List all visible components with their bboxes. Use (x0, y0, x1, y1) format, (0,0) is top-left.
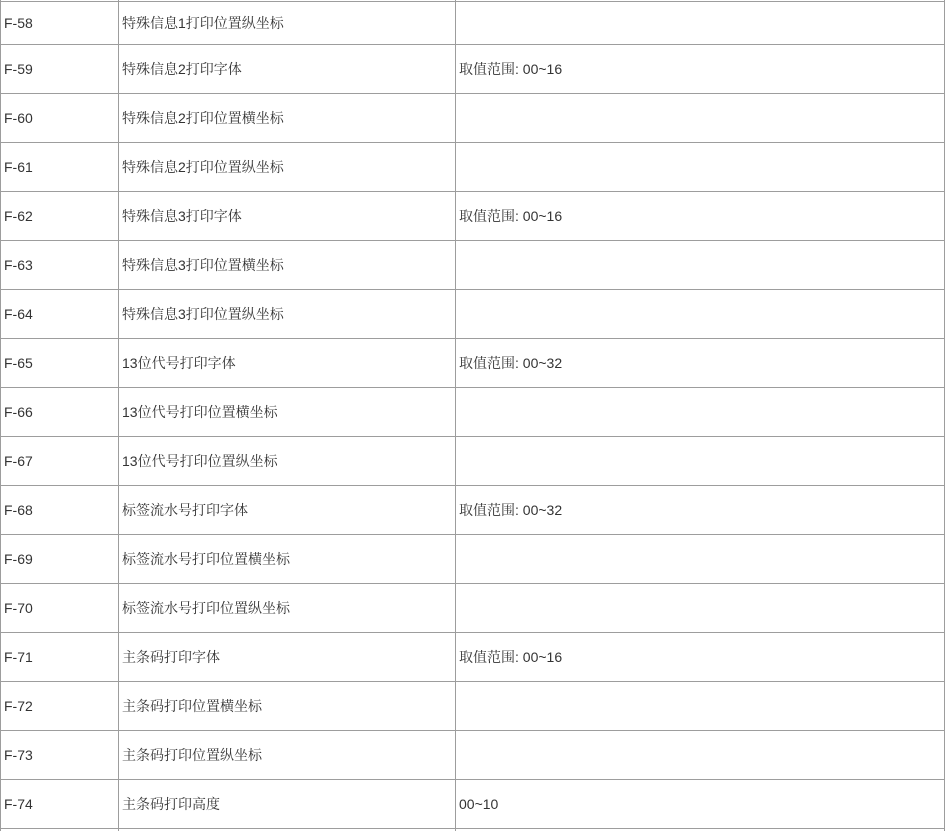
param-code-cell: F-62 (1, 192, 119, 241)
param-range-cell (456, 535, 945, 584)
param-description-cell: 特殊信息2打印字体 (119, 45, 456, 94)
param-range-cell (456, 241, 945, 290)
param-description-cell: 特殊信息3打印位置横坐标 (119, 241, 456, 290)
param-code-cell: F-66 (1, 388, 119, 437)
parameter-table-body (1, 0, 945, 831)
table-row (1, 486, 945, 535)
param-code-cell: F-59 (1, 45, 119, 94)
param-range-cell (456, 2, 945, 45)
param-description-cell: 特殊信息2打印位置纵坐标 (119, 143, 456, 192)
param-range-cell (456, 388, 945, 437)
param-description-cell: 标签流水号打印位置横坐标 (119, 535, 456, 584)
table-row (1, 535, 945, 584)
table-row (1, 94, 945, 143)
param-code-cell: F-69 (1, 535, 119, 584)
param-description-cell: 13位代号打印位置纵坐标 (119, 437, 456, 486)
param-range-cell: 00~10 (456, 780, 945, 829)
table-row (1, 192, 945, 241)
param-range-cell (456, 584, 945, 633)
param-range-cell: 取值范围: 00~16 (456, 45, 945, 94)
table-row (1, 437, 945, 486)
table-row (1, 633, 945, 682)
param-range-cell (456, 682, 945, 731)
param-code-cell: F-67 (1, 437, 119, 486)
param-description-cell: 特殊信息3打印位置纵坐标 (119, 290, 456, 339)
param-code-cell: F-68 (1, 486, 119, 535)
table-row (1, 682, 945, 731)
param-description-cell: 标签流水号打印字体 (119, 486, 456, 535)
table-row (1, 339, 945, 388)
param-range-cell (456, 437, 945, 486)
param-code-cell: F-60 (1, 94, 119, 143)
param-description-cell: 主条码打印高度 (119, 780, 456, 829)
param-code-cell: F-70 (1, 584, 119, 633)
param-range-cell (456, 290, 945, 339)
param-code-cell: F-64 (1, 290, 119, 339)
param-range-cell: 取值范围: 00~32 (456, 486, 945, 535)
param-code-cell: F-74 (1, 780, 119, 829)
param-description-cell: 13位代号打印字体 (119, 339, 456, 388)
param-range-cell: 取值范围: 00~32 (456, 339, 945, 388)
param-code-cell: F-58 (1, 2, 119, 45)
clipped-partial-row (1, 829, 945, 832)
param-range-cell (456, 143, 945, 192)
table-row (1, 45, 945, 94)
param-code-cell: F-65 (1, 339, 119, 388)
param-description-cell: 13位代号打印位置横坐标 (119, 388, 456, 437)
table-row (1, 388, 945, 437)
param-code-cell: F-71 (1, 633, 119, 682)
clipped-partial-cell (456, 829, 945, 832)
param-code-cell: F-73 (1, 731, 119, 780)
table-row (1, 731, 945, 780)
table-row (1, 290, 945, 339)
table-row (1, 584, 945, 633)
param-description-cell: 主条码打印位置纵坐标 (119, 731, 456, 780)
param-description-cell: 特殊信息1打印位置纵坐标 (119, 2, 456, 45)
clipped-partial-cell (1, 829, 119, 832)
param-code-cell: F-61 (1, 143, 119, 192)
param-description-cell: 主条码打印字体 (119, 633, 456, 682)
param-description-cell: 特殊信息3打印字体 (119, 192, 456, 241)
param-description-cell: 特殊信息2打印位置横坐标 (119, 94, 456, 143)
param-range-cell (456, 94, 945, 143)
param-description-cell: 主条码打印位置横坐标 (119, 682, 456, 731)
param-range-cell: 取值范围: 00~16 (456, 192, 945, 241)
param-code-cell: F-63 (1, 241, 119, 290)
table-row (1, 780, 945, 829)
clipped-partial-cell (119, 829, 456, 832)
table-row (1, 241, 945, 290)
table-row (1, 143, 945, 192)
param-range-cell: 取值范围: 00~16 (456, 633, 945, 682)
param-description-cell: 标签流水号打印位置纵坐标 (119, 584, 456, 633)
param-range-cell (456, 731, 945, 780)
table-row (1, 2, 945, 45)
param-code-cell: F-72 (1, 682, 119, 731)
